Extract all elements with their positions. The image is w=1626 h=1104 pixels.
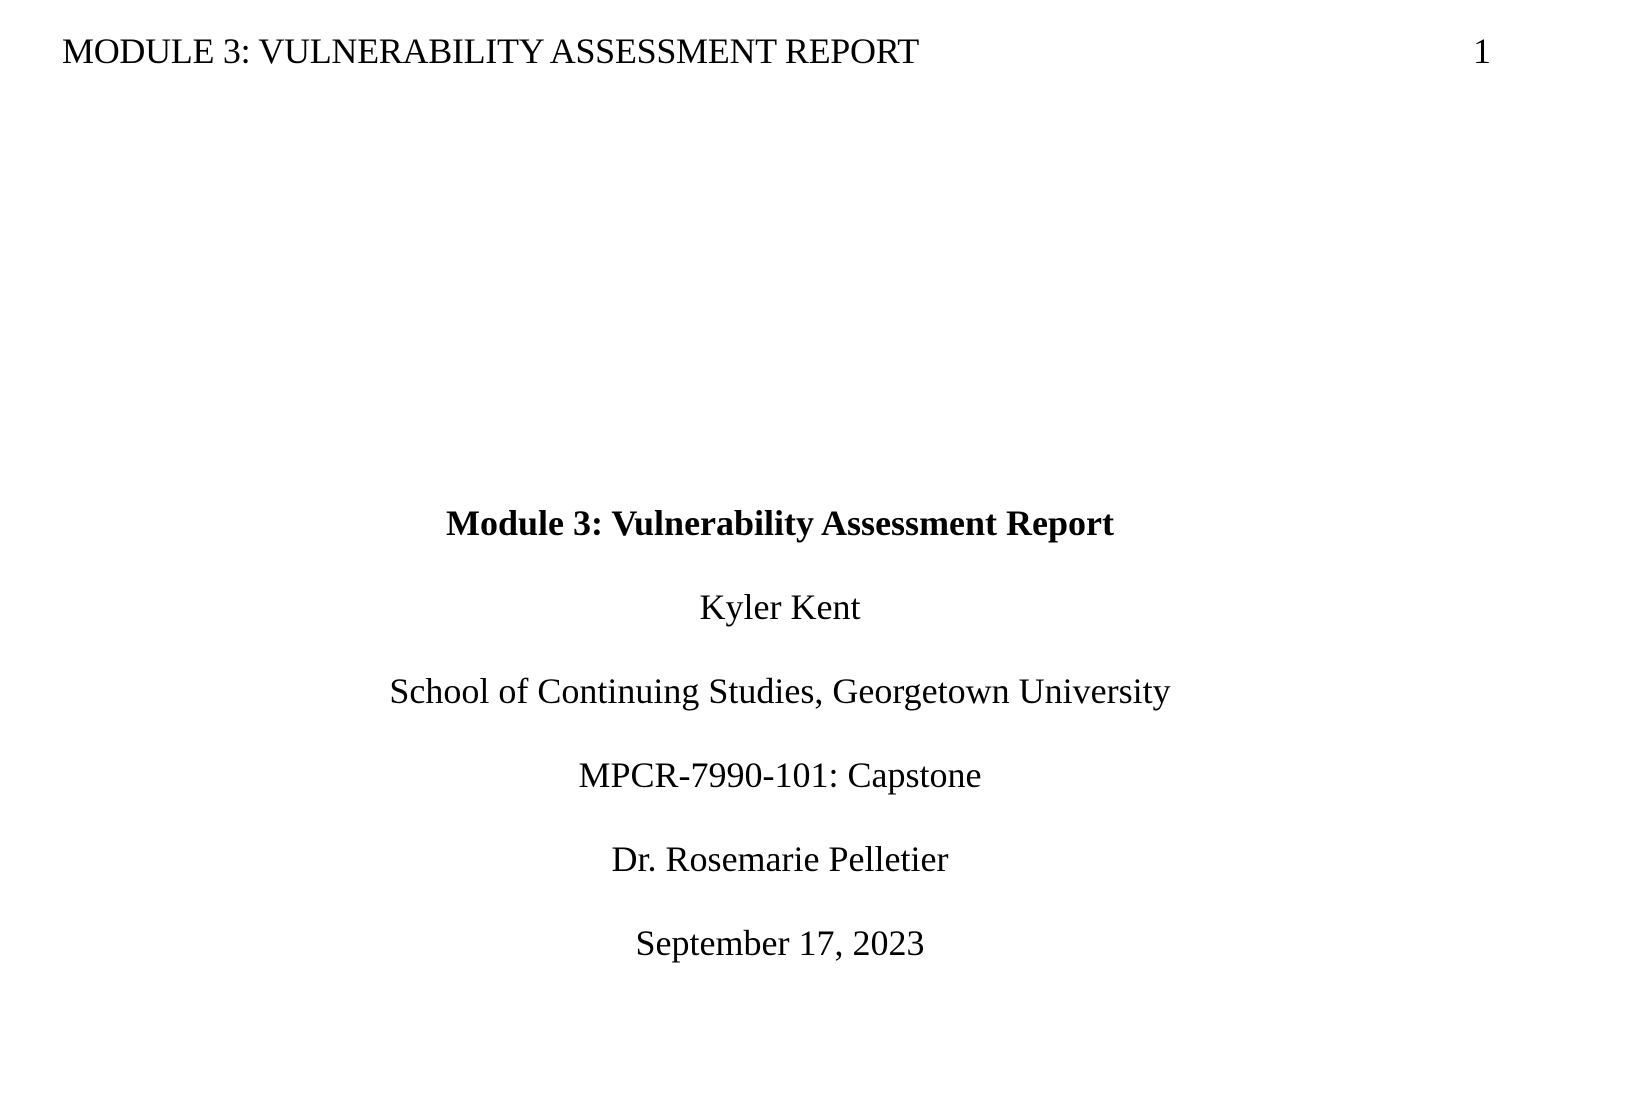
running-head: MODULE 3: VULNERABILITY ASSESSMENT REPORT [62, 31, 919, 71]
instructor-name: Dr. Rosemarie Pelletier [611, 839, 949, 879]
title-block [0, 502, 1560, 1006]
page-number: 1 [1473, 31, 1491, 71]
author-name: Kyler Kent [699, 587, 861, 627]
author-affiliation: School of Continuing Studies, Georgetown University [389, 671, 1171, 711]
paper-title: Module 3: Vulnerability Assessment Report [445, 503, 1115, 543]
due-date: September 17, 2023 [635, 923, 925, 963]
course-name: MPCR-7990-101: Capstone [578, 755, 982, 795]
